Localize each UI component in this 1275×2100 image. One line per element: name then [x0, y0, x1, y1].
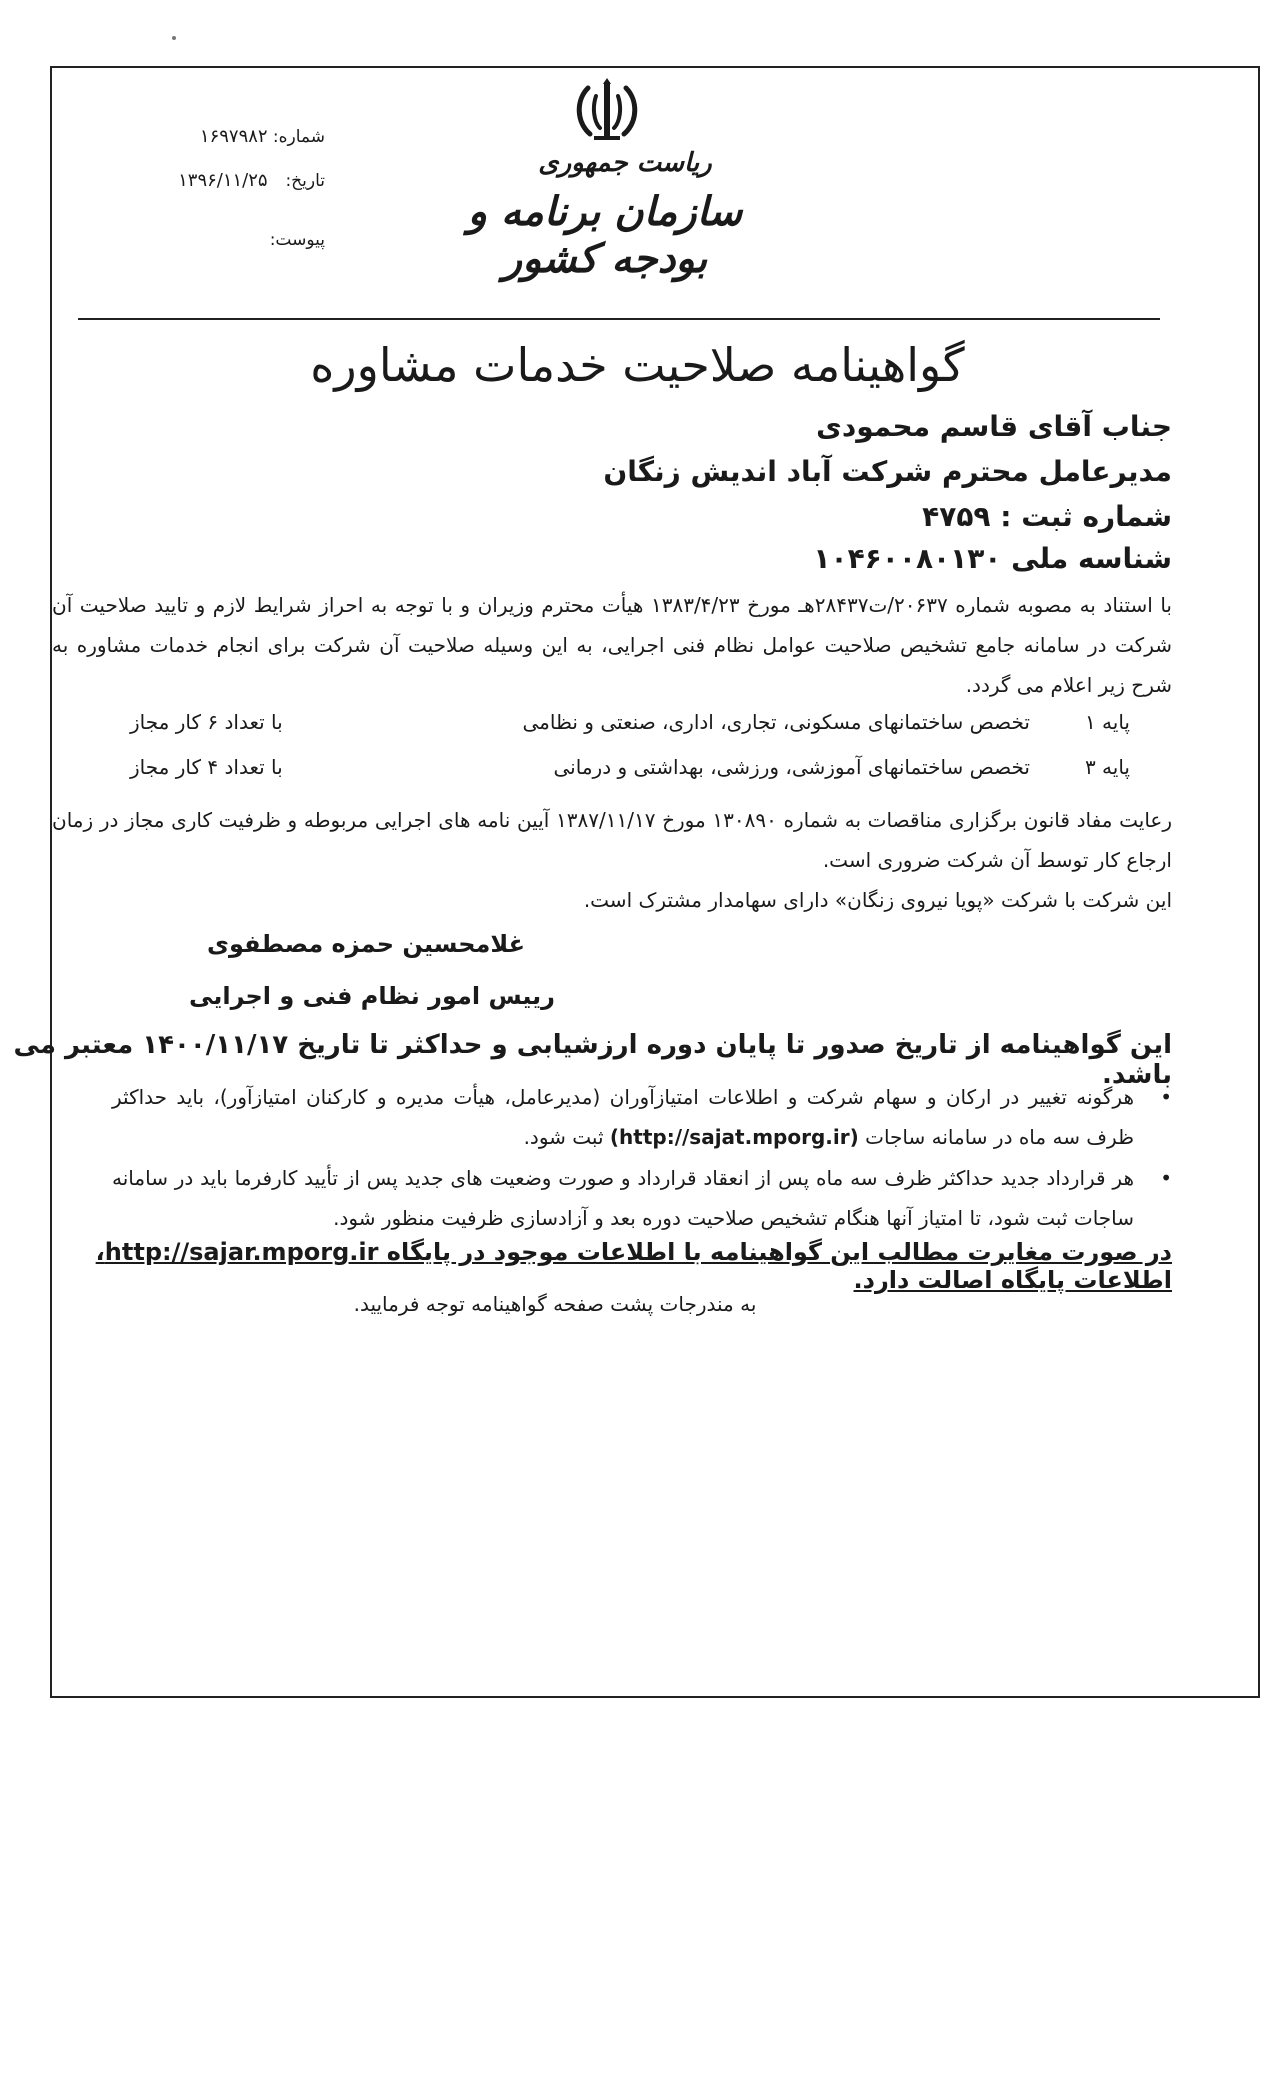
base-count: با تعداد ۴ کار مجاز — [130, 755, 283, 779]
base-row-2 — [130, 755, 1130, 795]
sajat-link: (http://sajat.mporg.ir) — [609, 1125, 859, 1149]
base-specialty: تخصص ساختمانهای آموزشی، ورزشی، بهداشتی و درمانی — [553, 755, 1030, 779]
number-line — [155, 126, 325, 147]
org-subtitle: ریاست جمهوری — [538, 148, 712, 178]
number-value: ۱۶۹۷۹۸۲ — [199, 126, 268, 147]
document-title: گواهینامه صلاحیت خدمات مشاوره — [310, 338, 965, 392]
bullet-icon: • — [1160, 1085, 1172, 1109]
intro-paragraph: با استناد به مصوبه شماره ۲۰۶۳۷/ت۲۸۴۳۷هـ مورخ ۱۳۸۳/۴/۲۳ هیأت محترم وزیران و با توجه به احراز شرایط لازم و تایید صلاحیت آن شرکت در سامانه جامع تشخیص صلاحیت عوامل نظام فنی اجرایی، به این وسیله صلاحیت آن شرکت برای انجام خدمات مشاوره به شرح زیر اعلام می گردد. — [52, 593, 1172, 697]
bullet-item-1 — [112, 1077, 1172, 1157]
national-id: شناسه ملی ۱۰۴۶۰۰۸۰۱۳۰ — [813, 542, 1172, 575]
validity-statement: این گواهینامه از تاریخ صدور تا پایان دوره ارزشیابی و حداکثر تا تاریخ ۱۴۰۰/۱۱/۱۷ معتبر می باشد. — [13, 1030, 1172, 1090]
bullet-text-body: هرگونه تغییر در ارکان و سهام شرکت و اطلاعات امتیازآوران (مدیرعامل، هیأت مدیره و کارکنان امتیازآور)، باید حداکثر ظرف سه ماه در سامانه ساجات — [112, 1085, 1134, 1149]
base-row-1 — [130, 710, 1130, 750]
signatory-name: غلامحسین حمزه مصطفوی — [207, 930, 525, 958]
base-specialty: تخصص ساختمانهای مسکونی، تجاری، اداری، صنعتی و نظامی — [522, 710, 1030, 734]
number-label: شماره: — [272, 127, 325, 147]
recipient-role: مدیرعامل محترم شرکت آباد اندیش زنگان — [603, 455, 1172, 488]
attachment-label: پیوست: — [269, 230, 325, 250]
org-name: سازمان برنامه و بودجه کشور — [467, 188, 743, 282]
bullet-text — [112, 1077, 1134, 1157]
date-label: تاریخ: — [285, 171, 325, 191]
base-label: پایه ۱ — [1084, 710, 1130, 734]
scan-speck — [172, 36, 176, 40]
bullet-text: هر قرارداد جدید حداکثر ظرف سه ماه پس از انعقاد قرارداد و صورت وضعیت های جدید پس از تأیید کارفرما باید در سامانه ساجات ثبت شود، تا امتیاز آنها هنگام تشخیص صلاحیت دوره بعد و آزادسازی ظرفیت منظور شود. — [112, 1166, 1134, 1230]
date-line — [155, 170, 325, 191]
signatory-title: رییس امور نظام فنی و اجرایی — [189, 982, 555, 1010]
registration-number: شماره ثبت : ۴۷۵۹ — [922, 500, 1172, 533]
header-divider — [78, 318, 1160, 320]
bullet-item-2 — [112, 1158, 1172, 1238]
compliance-paragraph: رعایت مفاد قانون برگزاری مناقصات به شماره ۱۳۰۸۹۰ مورخ ۱۳۸۷/۱۱/۱۷ آیین نامه های اجرایی مربوطه و ظرفیت کاری مجاز در زمان ارجاع کار توسط آن شرکت ضروری است. — [52, 808, 1173, 872]
authenticity-warning: در صورت مغایرت مطالب این گواهینامه با اطلاعات موجود در پایگاه http://sajar.mporg.ir، اطلاعات پایگاه اصالت دارد. — [95, 1238, 1172, 1294]
back-page-note: به مندرجات پشت صفحه گواهینامه توجه فرمایید. — [353, 1292, 757, 1316]
attachment-line — [155, 230, 325, 250]
iran-emblem-icon — [570, 78, 644, 144]
bullet-text-tail: ثبت شود. — [523, 1125, 604, 1149]
base-label: پایه ۳ — [1084, 755, 1130, 779]
date-value: ۱۳۹۶/۱۱/۲۵ — [178, 170, 268, 191]
shareholder-note: این شرکت با شرکت «پویا نیروی زنگان» دارای سهامدار مشترک است. — [583, 888, 1172, 912]
bullet-icon: • — [1160, 1166, 1172, 1190]
base-count: با تعداد ۶ کار مجاز — [130, 710, 283, 734]
recipient-name: جناب آقای قاسم محمودی — [816, 410, 1172, 443]
